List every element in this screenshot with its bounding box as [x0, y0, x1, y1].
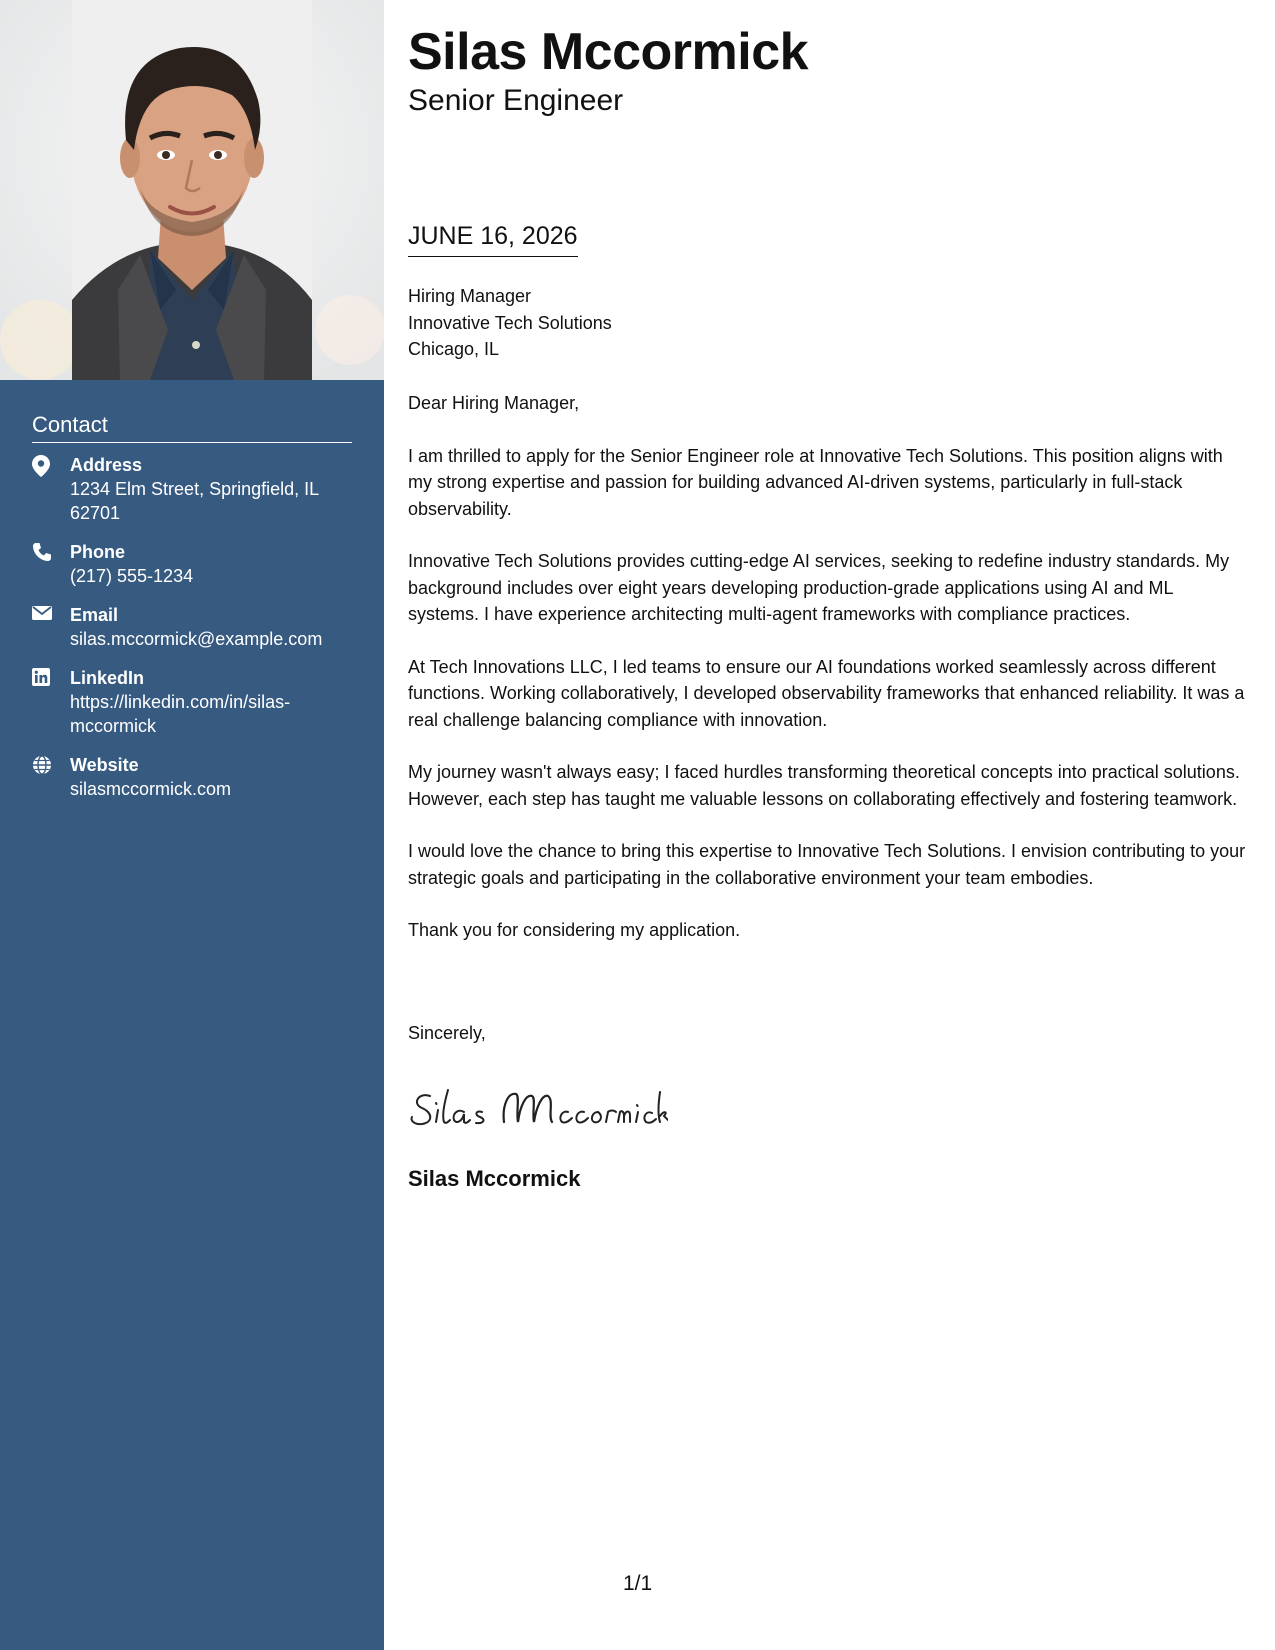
- contact-item-website: [32, 753, 352, 801]
- paragraph: Thank you for considering my application.: [408, 920, 741, 940]
- contact-item-email: [32, 603, 352, 651]
- contact-heading: Contact: [32, 412, 352, 443]
- recipient-block: [408, 283, 612, 363]
- contact-section: [32, 412, 352, 816]
- contact-label: Address: [70, 455, 143, 475]
- address-value: 1234 Elm Street, Springfield, IL 62701: [70, 479, 319, 523]
- recipient-line: Chicago, IL: [408, 339, 500, 359]
- contact-item-phone: [32, 540, 352, 588]
- paragraph: I would love the chance to bring this expertise to Innovative Tech Solutions. I envision contributing to your strategic goals and participating in the collaborative environment your team embodies.: [408, 841, 1246, 888]
- applicant-title: Senior Engineer: [408, 84, 624, 117]
- contact-label: Email: [70, 605, 119, 625]
- recipient-line: Innovative Tech Solutions: [408, 312, 612, 333]
- applicant-name: Silas Mccormick: [408, 23, 809, 81]
- letter-date: JUNE 16, 2026: [408, 222, 578, 257]
- letter-content: [408, 390, 1248, 970]
- recipient-line: Hiring Manager: [408, 286, 532, 306]
- contact-item-linkedin: [32, 666, 352, 738]
- linkedin-icon: [32, 666, 70, 686]
- email-link[interactable]: silas.mccormick@example.com: [70, 629, 323, 649]
- contact-label: Website: [70, 755, 139, 775]
- envelope-icon: [32, 603, 70, 621]
- contact-item-address: [32, 453, 352, 525]
- contact-label: LinkedIn: [70, 668, 145, 688]
- paragraph: I am thrilled to apply for the Senior Engineer role at Innovative Tech Solutions. This position aligns with my strong expertise and passion for building advanced AI-driven systems, particularly in full-stack observability.: [408, 445, 1223, 519]
- paragraph: My journey wasn't always easy; I faced hurdles transforming theoretical concepts into practical solutions. However, each step has taught me valuable lessons on collaborating effectively and fostering teamwork.: [408, 762, 1240, 809]
- sidebar: [0, 0, 384, 1650]
- phone-value[interactable]: (217) 555-1234: [70, 566, 194, 586]
- handwritten-signature: [408, 1082, 668, 1137]
- salutation: Dear Hiring Manager,: [408, 393, 580, 413]
- linkedin-link[interactable]: https://linkedin.com/in/silas-mccormick: [70, 692, 291, 736]
- globe-icon: [32, 753, 70, 775]
- website-link[interactable]: silasmccormick.com: [70, 779, 232, 799]
- page-number: 1/1: [623, 1572, 653, 1595]
- phone-icon: [32, 540, 70, 562]
- map-pin-icon: [32, 453, 70, 477]
- closing: Sincerely,: [408, 1023, 486, 1043]
- paragraph: Innovative Tech Solutions provides cutting-edge AI services, seeking to redefine industry standards. My background includes over eight years developing production-grade applications using AI and ML systems. I have experience architecting multi-agent frameworks with compliance practices.: [408, 551, 1230, 624]
- portrait-illustration: [0, 0, 384, 380]
- paragraph: At Tech Innovations LLC, I led teams to ensure our AI foundations worked seamlessly across different functions. Working collaboratively, I developed observability frameworks that enhanced reliability. It was a real challenge balancing compliance with innovation.: [408, 656, 1245, 730]
- contact-label: Phone: [70, 542, 126, 562]
- profile-photo: [0, 0, 384, 380]
- signer-name: Silas Mccormick: [408, 1166, 581, 1191]
